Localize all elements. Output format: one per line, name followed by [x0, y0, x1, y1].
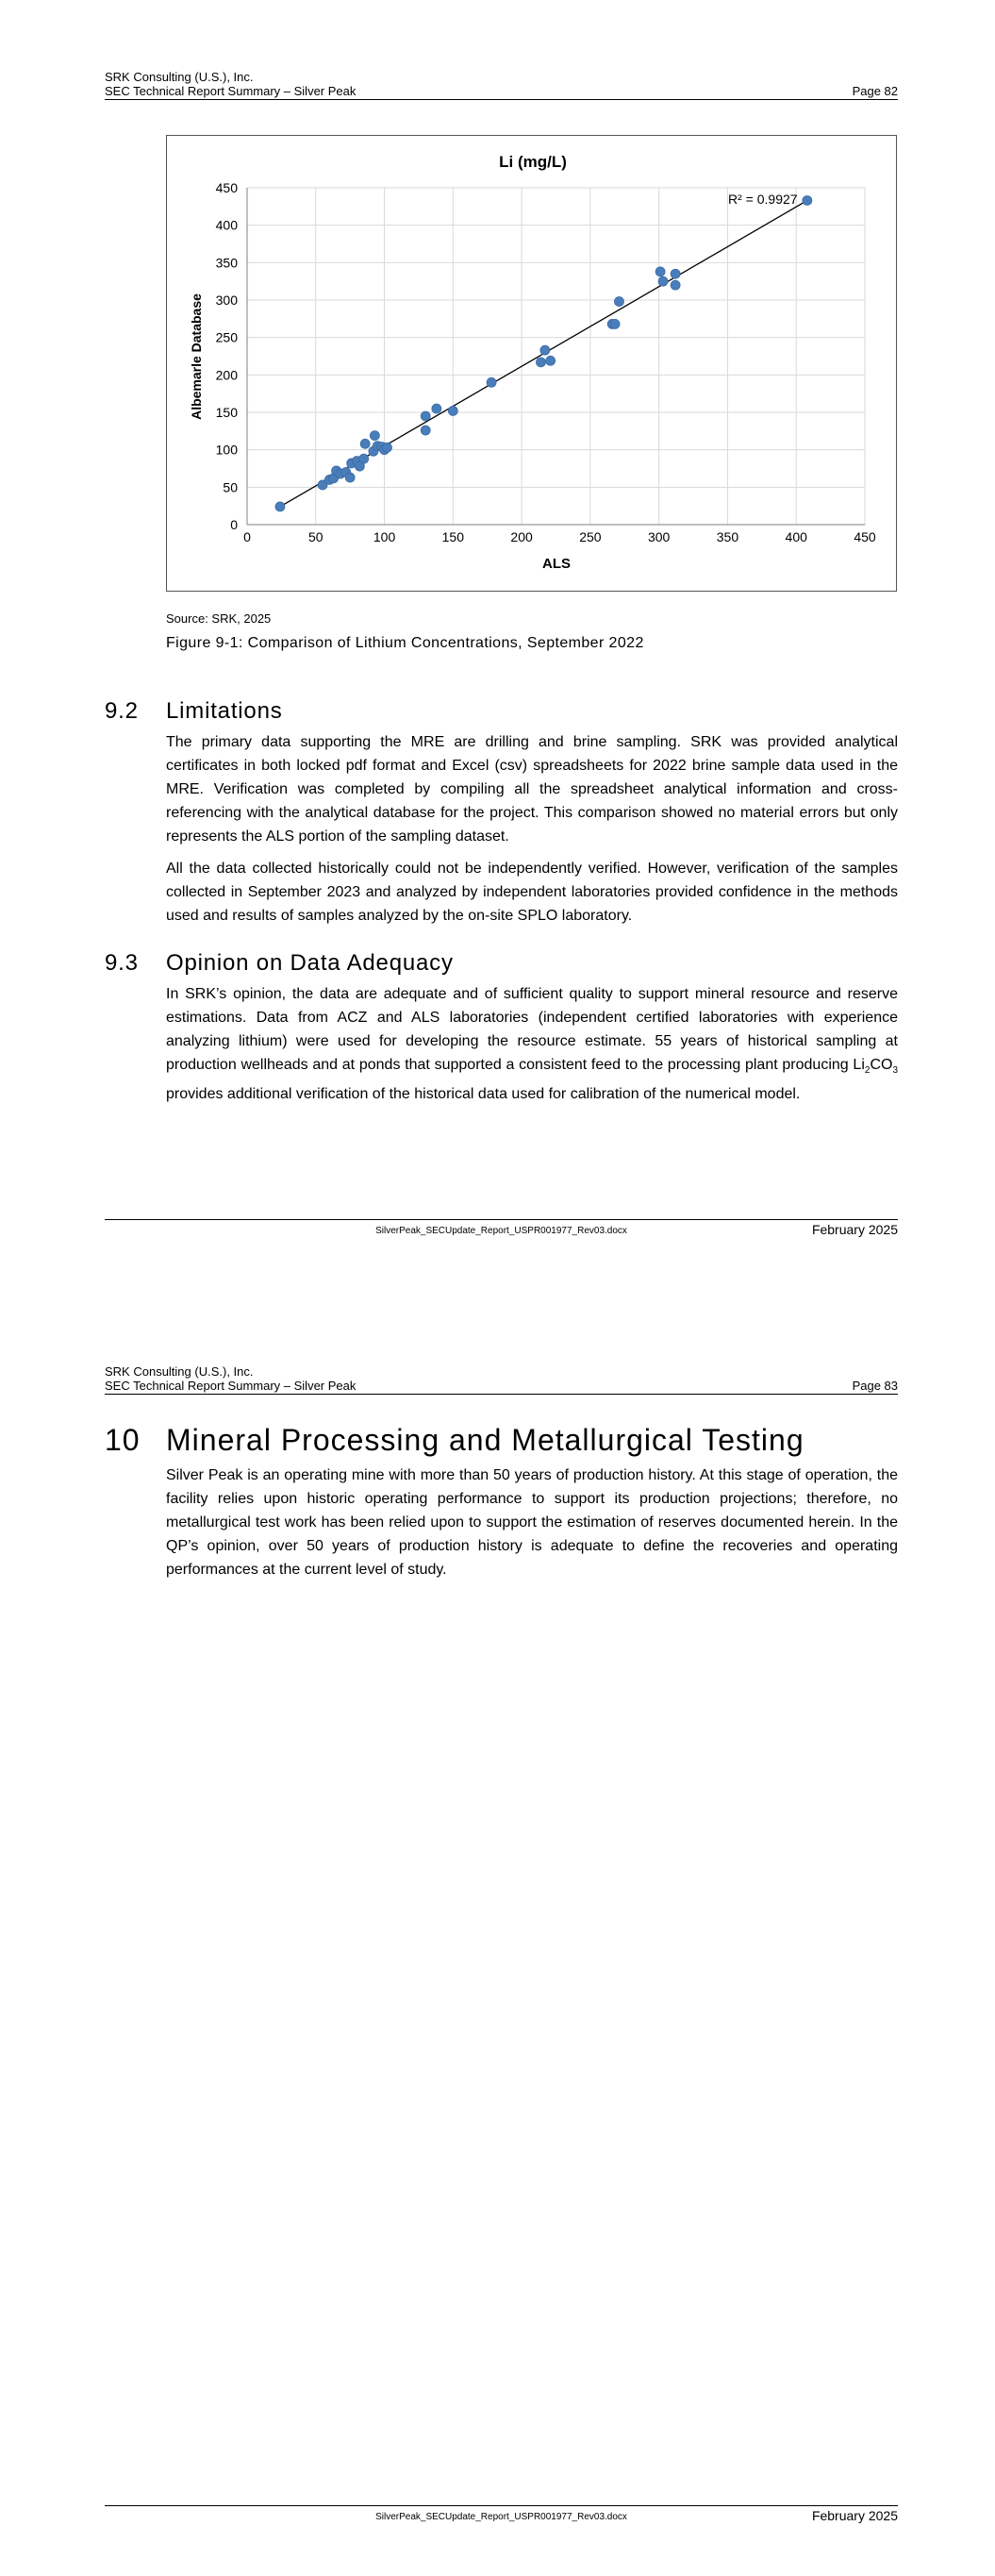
- figure-caption: Figure 9-1: Comparison of Lithium Concentrations, September 2022: [166, 635, 644, 651]
- x-tick-label: 300: [647, 529, 671, 544]
- x-tick-label: 150: [441, 529, 465, 544]
- x-axis-label: ALS: [542, 556, 571, 572]
- y-tick-label: 350: [215, 255, 238, 271]
- scatter-chart: [167, 136, 898, 593]
- y-tick-label: 400: [215, 217, 238, 233]
- y-tick-label: 450: [215, 180, 238, 195]
- x-tick-label: 400: [785, 529, 807, 544]
- header-report-title: SEC Technical Report Summary – Silver Peak: [105, 84, 357, 98]
- data-point: [359, 454, 369, 463]
- data-point: [421, 426, 430, 435]
- x-tick-label: 200: [510, 529, 533, 544]
- x-tick-label: 350: [716, 529, 739, 544]
- x-tick-label: 100: [373, 529, 396, 544]
- chapter-heading: [105, 1423, 898, 1458]
- data-point: [421, 411, 430, 421]
- paragraph: The primary data supporting the MRE are drilling and brine sampling. SRK was provided analytical certificates in both locked pdf format and Excel (csv) spreadsheets for 2022 brine sample data used in the MRE. Verification was completed by compiling all the spreadsheet analytical information and cross-referencing with the analytical database for the project. This comparison showed no material errors but only represents the ALS portion of the sampling dataset.: [166, 734, 898, 845]
- section-title: Opinion on Data Adequacy: [166, 950, 454, 976]
- header-company: SRK Consulting (U.S.), Inc.: [105, 1364, 254, 1379]
- figure-chart-frame: [166, 135, 897, 592]
- y-tick-label: 100: [215, 442, 238, 458]
- section-heading: [105, 698, 898, 725]
- data-point: [345, 473, 355, 482]
- page-header: [105, 70, 898, 100]
- header-report-title: SEC Technical Report Summary – Silver Peak: [105, 1379, 357, 1393]
- subscript: 3: [892, 1065, 898, 1077]
- x-tick-label: 450: [854, 529, 876, 544]
- y-tick-label: 250: [215, 329, 238, 345]
- paragraph-text: In SRK’s opinion, the data are adequate and of sufficient quality to support mineral resource and reserve estimations. Data from ACZ and ALS laboratories (independent certified laboratories with experience analyzing lithium) were used for developing the resource estimate. 55 years of historical sampling at production wellheads and at ponds that supported a consistent feed to the processing plant producing Li: [166, 986, 898, 1073]
- data-point: [614, 297, 623, 307]
- footer-filename: SilverPeak_SECUpdate_Report_USPR001977_Rev03.docx: [375, 2512, 627, 2522]
- chapter-number: 10: [105, 1423, 141, 1457]
- paragraph: Silver Peak is an operating mine with more than 50 years of production history. At this stage of operation, the facility relies upon historic operating performance to support its production projections; therefore, no metallurgical test work has been relied upon to support the estimation of reserves documented herein. In the QP’s opinion, over 50 years of production history is adequate to define the recoveries and operating performances at the current level of study.: [166, 1467, 898, 1578]
- footer-date: February 2025: [811, 2508, 898, 2523]
- footer-filename: SilverPeak_SECUpdate_Report_USPR001977_Rev03.docx: [375, 1226, 627, 1236]
- header-company: SRK Consulting (U.S.), Inc.: [105, 70, 254, 84]
- data-point: [671, 269, 680, 278]
- data-point: [432, 404, 441, 413]
- data-point: [536, 358, 545, 367]
- data-point: [487, 377, 496, 387]
- paragraph-text: CO: [870, 1057, 893, 1073]
- data-point: [658, 276, 668, 286]
- x-tick-label: 50: [307, 529, 323, 544]
- chapter-title: Mineral Processing and Metallurgical Testing: [166, 1423, 804, 1457]
- chart-title: Li (mg/L): [499, 153, 567, 171]
- x-tick-label: 250: [579, 529, 602, 544]
- data-point: [803, 195, 812, 205]
- data-point: [546, 356, 556, 365]
- y-tick-label: 150: [215, 405, 238, 420]
- section-heading: [105, 950, 898, 977]
- paragraph: [166, 982, 898, 1106]
- data-point: [370, 431, 379, 441]
- section-number: 9.3: [105, 950, 139, 976]
- y-axis-label: Albemarle Database: [189, 293, 204, 420]
- data-point: [671, 280, 680, 290]
- data-point: [655, 267, 665, 276]
- r-squared-annotation: R² = 0.9927: [728, 192, 798, 207]
- data-point: [275, 502, 285, 511]
- page-footer: [105, 2505, 898, 2523]
- header-page-number: Page 82: [852, 84, 898, 98]
- footer-date: February 2025: [811, 1222, 898, 1237]
- data-point: [360, 439, 370, 448]
- page-83: [0, 1293, 995, 2576]
- y-tick-label: 300: [215, 293, 238, 308]
- section-title: Limitations: [166, 698, 283, 724]
- paragraph-text: provides additional verification of the historical data used for calibration of the numerical model.: [166, 1086, 801, 1103]
- header-page-number: Page 83: [852, 1379, 898, 1393]
- page-header: [105, 1364, 898, 1395]
- data-point: [382, 443, 391, 452]
- data-point: [610, 319, 620, 328]
- y-tick-label: 200: [215, 367, 238, 383]
- y-tick-label: 50: [223, 479, 238, 495]
- subscript: 2: [864, 1065, 871, 1077]
- data-point: [540, 345, 550, 355]
- figure-source: Source: SRK, 2025: [166, 611, 272, 626]
- section-9-3: [105, 950, 898, 1114]
- section-number: 9.2: [105, 698, 139, 724]
- paragraph: All the data collected historically could not be independently verified. However, verification of the samples collected in September 2023 and analyzed by independent laboratories provided confidence in the methods used and results of samples analyzed by the on-site SPLO laboratory.: [166, 861, 898, 924]
- section-10: [105, 1423, 898, 1590]
- page-footer: [105, 1219, 898, 1237]
- data-point: [448, 406, 457, 415]
- section-9-2: [105, 698, 898, 936]
- x-tick-label: 0: [243, 529, 251, 544]
- y-tick-label: 0: [230, 517, 238, 532]
